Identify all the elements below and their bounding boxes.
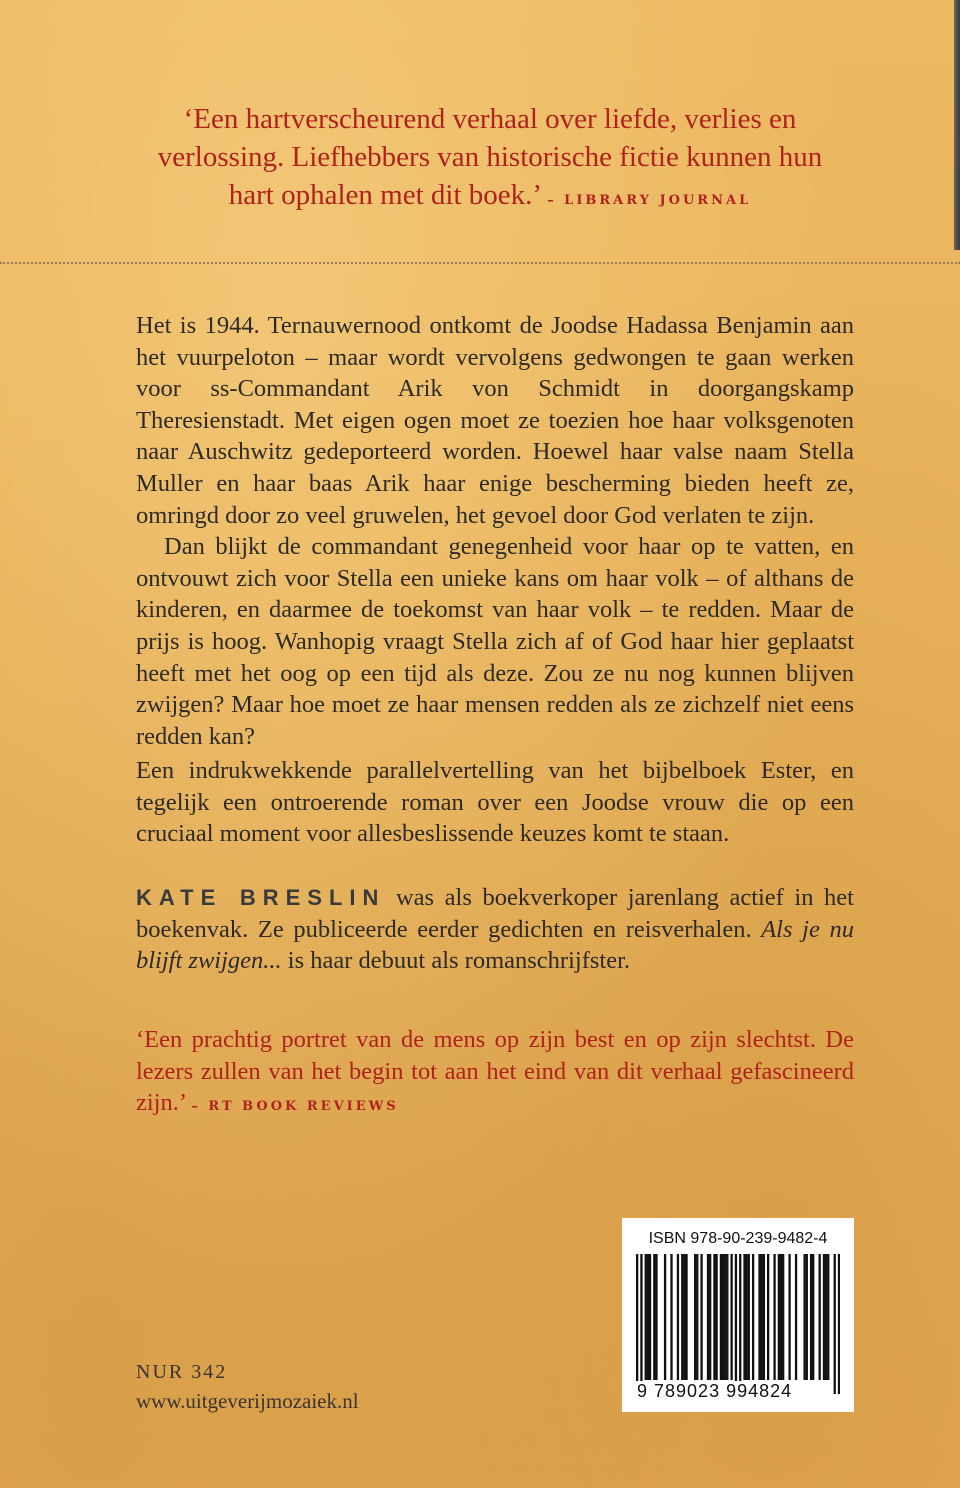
blurb bbox=[136, 755, 854, 850]
barcode-bar bbox=[806, 1254, 808, 1380]
barcode-bar bbox=[720, 1254, 722, 1380]
barcode-bar bbox=[761, 1254, 763, 1380]
nur-code: NUR 342 bbox=[136, 1361, 228, 1383]
review-quote-source: RT BOOK REVIEWS bbox=[208, 1099, 399, 1115]
barcode-bar bbox=[746, 1254, 748, 1380]
barcode-bar bbox=[722, 1254, 724, 1380]
barcode-bar bbox=[696, 1254, 698, 1380]
barcode-bar bbox=[709, 1254, 711, 1380]
barcode-bar bbox=[640, 1254, 642, 1394]
review-quote-dash: – bbox=[547, 193, 557, 208]
synopsis bbox=[136, 310, 854, 752]
barcode-bar bbox=[743, 1254, 745, 1380]
barcode-bar bbox=[653, 1254, 655, 1380]
barcode-bar bbox=[763, 1254, 765, 1380]
barcode-bar bbox=[803, 1254, 805, 1380]
barcode-bar bbox=[715, 1254, 717, 1380]
barcode-bar bbox=[713, 1254, 715, 1380]
barcode-bar bbox=[670, 1254, 672, 1380]
barcode-bar bbox=[647, 1254, 649, 1380]
book-title: Als je nu blijft zwijgen... bbox=[136, 915, 854, 975]
barcode-bar bbox=[700, 1254, 702, 1380]
barcode-bar bbox=[730, 1254, 732, 1380]
barcode-bar bbox=[778, 1254, 780, 1380]
synopsis-paragraph-2: Dan blijkt de commandant genegenheid voor haar op te vatten, en ontvouwt zich voor Stella een unieke kans om haar volk – of althans de kinderen, en daarmee de toekomst van haar volk – te redden. Maar de prijs is hoog. Wanhopig vraagt Stella zich af of God haar hier geplaatst heeft met het oog op een tijd als deze. Zou ze nu nog kunnen blijven zwijgen? Maar hoe moet ze haar mensen redden als ze zichzelf niet eens redden kan? bbox=[136, 533, 854, 750]
spine-edge bbox=[954, 0, 960, 250]
barcode-bar bbox=[819, 1254, 821, 1380]
dotted-divider bbox=[0, 262, 960, 264]
barcode-bar bbox=[707, 1254, 709, 1380]
barcode-bar bbox=[838, 1254, 840, 1394]
barcode-bar bbox=[748, 1254, 750, 1380]
author-bio bbox=[136, 882, 854, 977]
blurb-text: Een indrukwekkende parallelvertelling van het bijbelboek Ester, en tegelijk een ontroerende roman over een Joodse vrouw die op een cruciaal moment voor allesbeslissende keuzes komt te staan. bbox=[136, 757, 854, 848]
author-bio-text-2: is haar debuut als romanschrijfster. bbox=[281, 947, 631, 975]
isbn-label: ISBN 978-90-239-9482-4 bbox=[648, 1230, 828, 1247]
author-bio-text-1: was als boekverkoper jarenlang actief in het boekenvak. Ze publiceerde eerder gedichten en reisverhalen. bbox=[136, 884, 854, 943]
barcode-bar bbox=[636, 1254, 638, 1394]
barcode-icon bbox=[636, 1254, 840, 1394]
barcode-bar bbox=[649, 1254, 651, 1380]
review-quote-text: ‘Een prachtig portret van de mens op zijn best en op zijn slechtst. De lezers zullen van het begin tot aan het eind van dit verhaal gefascineerd zijn.’ bbox=[136, 1026, 854, 1117]
review-quote-top bbox=[150, 100, 830, 220]
barcode-bar bbox=[795, 1254, 797, 1380]
barcode-bar bbox=[655, 1254, 657, 1380]
review-quote-bottom bbox=[136, 1024, 854, 1123]
barcode-bar bbox=[677, 1254, 679, 1380]
barcode-digits: 9 789023 994824 bbox=[637, 1381, 793, 1401]
barcode-bar bbox=[726, 1254, 728, 1380]
barcode-bar bbox=[834, 1254, 836, 1394]
review-quote-source: LIBRARY JOURNAL bbox=[564, 193, 752, 208]
barcode-bar bbox=[664, 1254, 666, 1380]
barcode-bar bbox=[767, 1254, 769, 1380]
barcode-bar bbox=[758, 1254, 760, 1380]
barcode-bar bbox=[782, 1254, 784, 1380]
barcode-bar bbox=[827, 1254, 829, 1380]
barcode-bar bbox=[681, 1254, 683, 1380]
barcode-bar bbox=[773, 1254, 775, 1380]
barcode-bar bbox=[645, 1254, 647, 1380]
publisher-website: www.uitgeverijmozaiek.nl bbox=[136, 1389, 359, 1413]
barcode-bar bbox=[724, 1254, 726, 1380]
author-name: KATE BRESLIN bbox=[136, 885, 386, 910]
barcode-bar bbox=[810, 1254, 812, 1380]
barcode-bar bbox=[694, 1254, 696, 1380]
barcode-bar bbox=[823, 1254, 825, 1380]
barcode-bar bbox=[788, 1254, 790, 1380]
barcode-bar bbox=[825, 1254, 827, 1380]
barcode-bar bbox=[739, 1254, 741, 1394]
review-quote-dash: – bbox=[191, 1099, 201, 1115]
barcode-box bbox=[622, 1218, 854, 1412]
barcode-bar bbox=[683, 1254, 685, 1380]
barcode-bar bbox=[685, 1254, 687, 1380]
barcode-bar bbox=[780, 1254, 782, 1380]
barcode-bar bbox=[812, 1254, 814, 1380]
barcode-bar bbox=[752, 1254, 754, 1380]
synopsis-paragraph-1: Het is 1944. Ternauwernood ontkomt de Joodse Hadassa Benjamin aan het vuurpeloton – maar wordt vervolgens gedwongen te gaan werken voor ss-Commandant Arik von Schmidt in doorgangskamp Theresienstadt. Met eigen ogen moet ze toezien hoe haar volksgenoten naar Auschwitz gedeporteerd worden. Hoewel haar valse naam Stella Muller en haar baas Arik haar enige bescherming bieden heeft ze, omringd door zo veel gruwelen, het gevoel door God verlaten te zijn. bbox=[136, 312, 854, 529]
barcode-bar bbox=[735, 1254, 737, 1394]
review-quote-text: ‘Een hartverscheurend verhaal over liefde, verlies en verlossing. Liefhebbers van historische fictie kunnen hun hart ophalen met dit boek.’ bbox=[157, 103, 823, 211]
